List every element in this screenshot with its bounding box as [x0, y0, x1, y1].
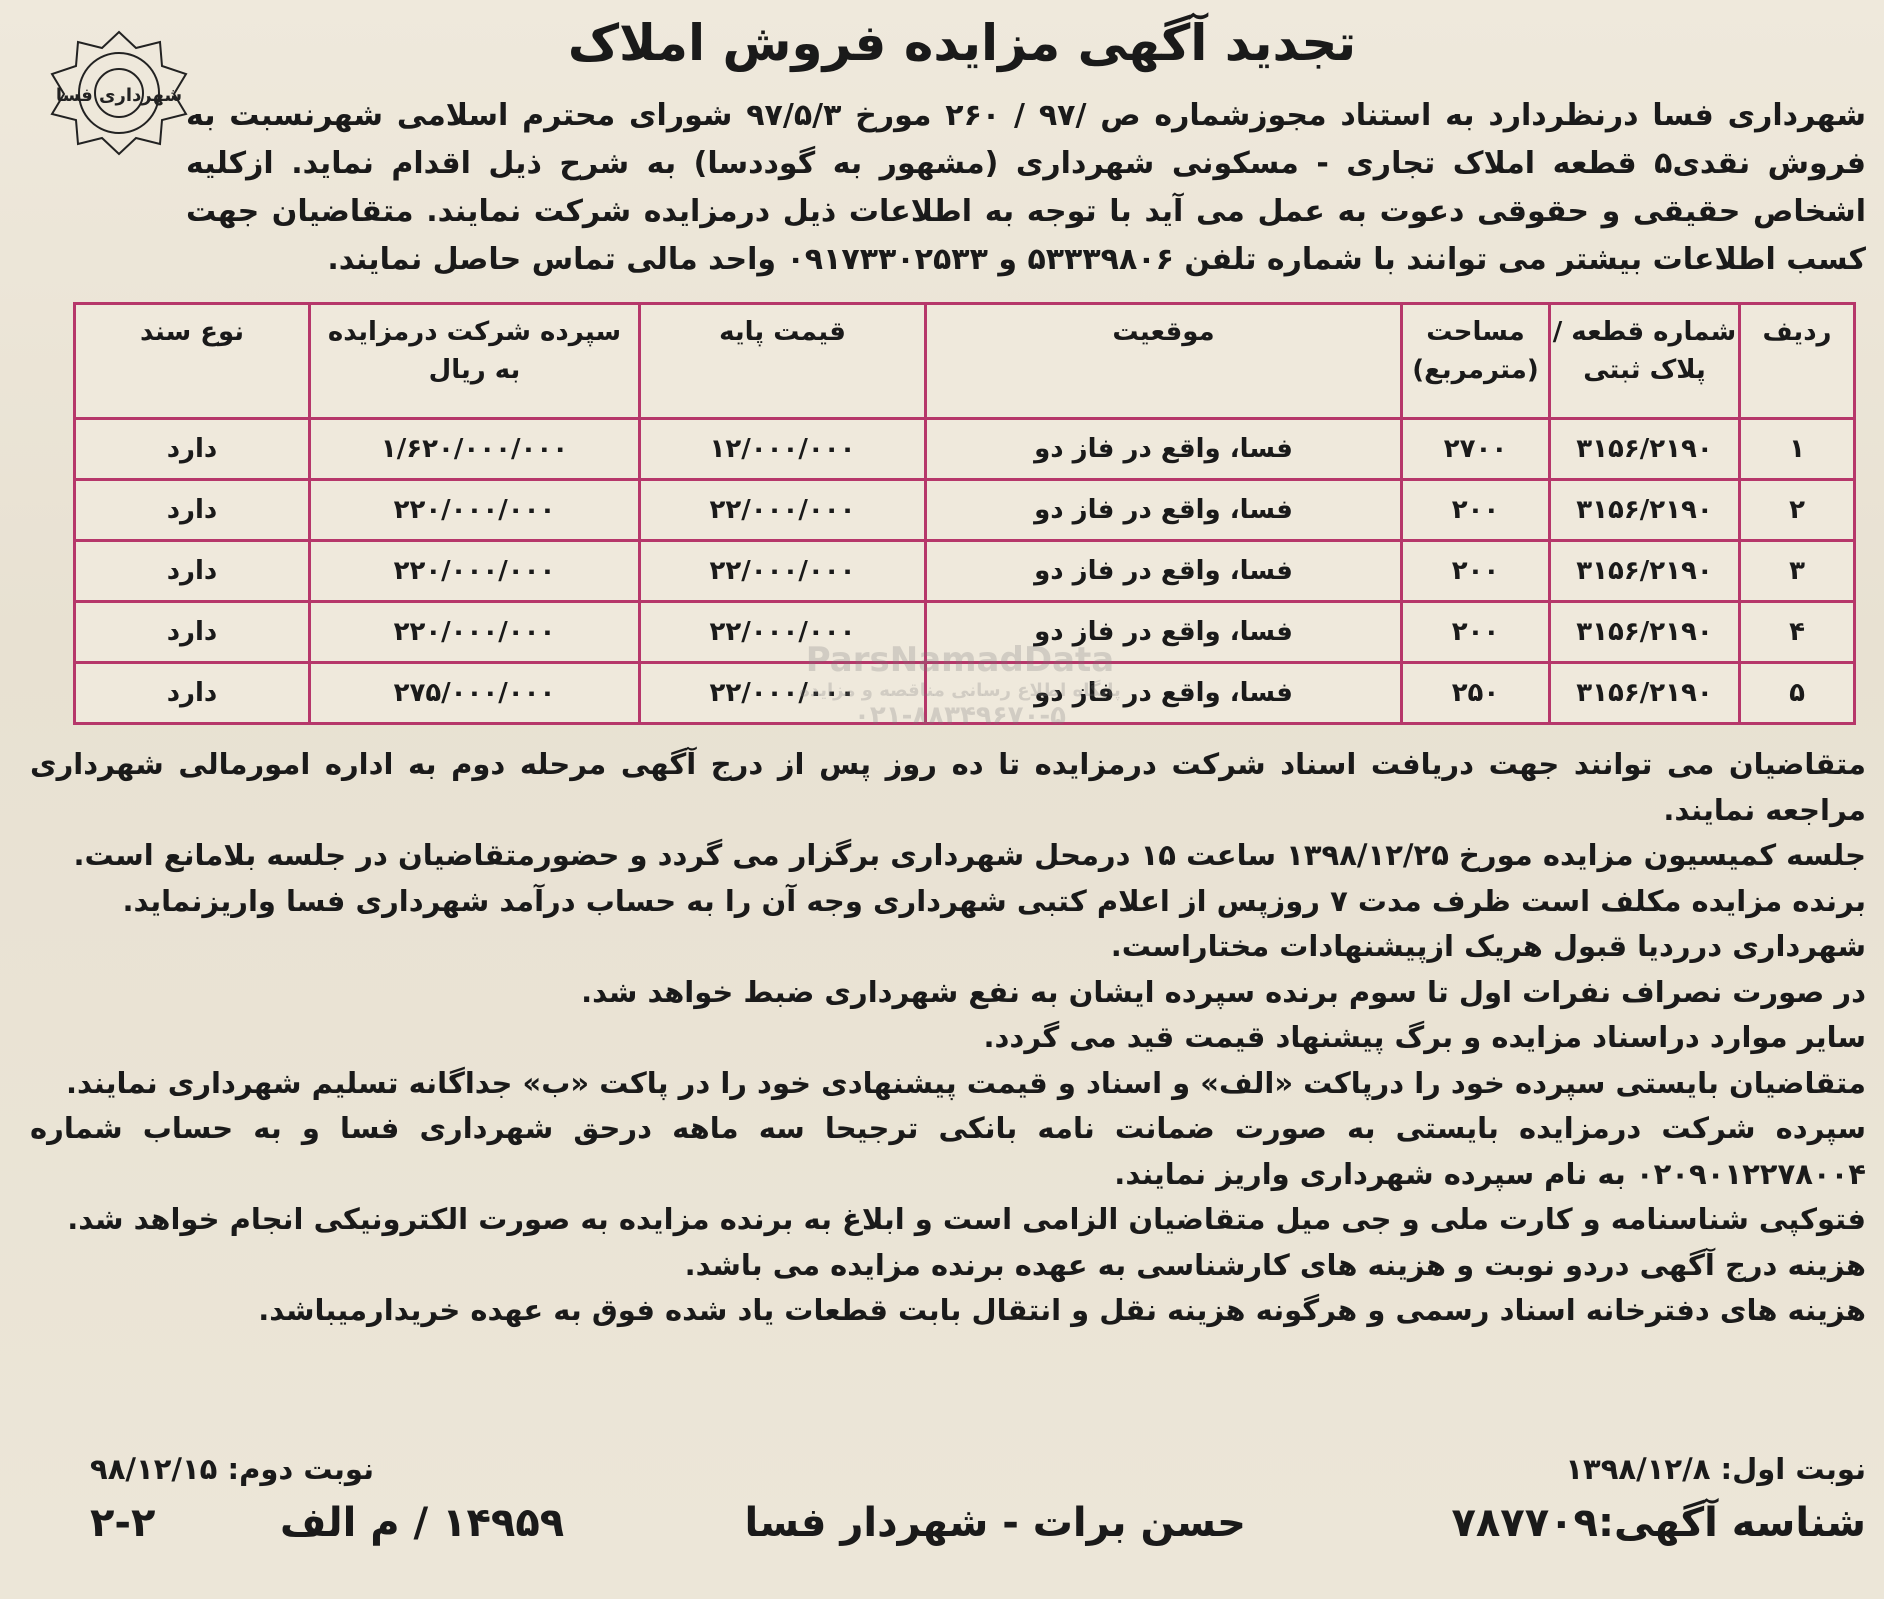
cell-location: فسا، واقع در فاز دو	[926, 419, 1402, 480]
cell-base-price: ۲۲/۰۰۰/۰۰۰	[640, 541, 926, 602]
cell-plot-number: ۳۱۵۶/۲۱۹۰	[1550, 480, 1740, 541]
header-location: موقعیت	[926, 304, 1402, 419]
cell-plot-number: ۳۱۵۶/۲۱۹۰	[1550, 419, 1740, 480]
first-round-date: نوبت اول: ۱۳۹۸/۱۲/۸	[1565, 1452, 1866, 1486]
notice-id: شناسه آگهی:۷۸۷۷۰۹	[1451, 1500, 1866, 1546]
cell-area: ۲۰۰	[1402, 602, 1550, 663]
condition-paragraph: هزینه درج آگهی دردو نوبت و هزینه های کارشناسی به عهده برنده مزایده می باشد.	[684, 1247, 1866, 1282]
cell-document-type: دارد	[75, 663, 310, 724]
watermark-brand: ParsNamadData	[805, 640, 1115, 680]
notice-intro: شهرداری فسا درنظردارد به استناد مجوزشماره ص /۹۷ / ۲۶۰ مورخ ۹۷/۵/۳ شورای محترم اسلامی شهرنسبت به فروش نقدی۵ قطعه املاک تجاری - مسکونی شهرداری (مشهور به گوددسا) به شرح ذیل اقدام نماید. ازکلیه اشخاص حقیقی و حقوقی دعوت به عمل می آید با توجه به اطلاعات ذیل درمزایده شرکت نمایند. متقاضیان جهت کسب اطلاعات بیشتر می توانند با شماره تلفن ۵۳۳۳۹۸۰۶ و ۰۹۱۷۳۳۰۲۵۳۳ واحد مالی تماس حاصل نمایند.	[186, 98, 1866, 277]
table-row	[75, 541, 1855, 602]
cell-document-type: دارد	[75, 480, 310, 541]
watermark-phone: ۰۲۱-۸۸۳۴۹۶۷۰-۵	[853, 701, 1066, 731]
cell-row-number: ۳	[1740, 541, 1855, 602]
condition-paragraph: سپرده شرکت درمزایده بایستی به صورت ضمانت نامه بانکی ترجیحا سه ماهه درحق شهرداری فسا و به حساب شماره ۰۲۰۹۰۱۲۲۷۸۰۰۴ به نام سپرده شهرداری واریز نمایند.	[30, 1111, 1866, 1191]
cell-area: ۲۵۰	[1402, 663, 1550, 724]
cell-row-number: ۴	[1740, 602, 1855, 663]
notice-conditions	[30, 742, 1866, 1334]
cell-area: ۲۷۰۰	[1402, 419, 1550, 480]
cell-location: فسا، واقع در فاز دو	[926, 480, 1402, 541]
publication-code: ۱۴۹۵۹ / م الف	[280, 1500, 565, 1546]
condition-paragraph: متقاضیان می توانند جهت دریافت اسناد شرکت درمزایده تا ده روز پس از درج آگهی مرحله دوم به اداره امورمالی شهرداری مراجعه نمایند.	[30, 747, 1866, 827]
cell-document-type: دارد	[75, 602, 310, 663]
second-round-date: نوبت دوم: ۹۸/۱۲/۱۵	[90, 1452, 375, 1486]
watermark-caption: پایگاه اطلاع رسانی مناقصه و مزایده	[799, 680, 1121, 701]
footer-dates	[90, 1452, 1866, 1494]
table-header-row	[75, 304, 1855, 419]
cell-base-price: ۲۲/۰۰۰/۰۰۰	[640, 602, 926, 663]
cell-deposit: ۲۷۵/۰۰۰/۰۰۰	[310, 663, 640, 724]
signatory: حسن برات - شهردار فسا	[744, 1500, 1246, 1546]
cell-location: فسا، واقع در فاز دو	[926, 541, 1402, 602]
cell-row-number: ۲	[1740, 480, 1855, 541]
watermark	[750, 640, 1170, 731]
condition-paragraph: سایر موارد دراسناد مزایده و برگ پیشنهاد قیمت قید می گردد.	[983, 1020, 1866, 1054]
cell-area: ۲۰۰	[1402, 480, 1550, 541]
header-row-number: ردیف	[1740, 304, 1855, 419]
cell-deposit: ۱/۶۲۰/۰۰۰/۰۰۰	[310, 419, 640, 480]
header-base-price: قیمت پایه	[640, 304, 926, 419]
condition-paragraph: جلسه کمیسیون مزایده مورخ ۱۳۹۸/۱۲/۲۵ ساعت ۱۵ درمحل شهرداری برگزار می گردد و حضورمتقاضیان در جلسه بلامانع است.	[73, 838, 1866, 872]
notice-title: تجدید آگهی مزایده فروش املاک	[567, 14, 1357, 72]
cell-location: فسا، واقع در فاز دو	[926, 602, 1402, 663]
cell-base-price: ۱۲/۰۰۰/۰۰۰	[640, 419, 926, 480]
table-row	[75, 480, 1855, 541]
cell-deposit: ۲۲۰/۰۰۰/۰۰۰	[310, 541, 640, 602]
municipality-logo	[44, 28, 194, 158]
cell-plot-number: ۳۱۵۶/۲۱۹۰	[1550, 602, 1740, 663]
condition-paragraph: فتوکپی شناسنامه و کارت ملی و جی میل متقاضیان الزامی است و ابلاغ به برنده مزایده به صورت الکترونیکی انجام خواهد شد.	[67, 1202, 1866, 1236]
footer-signature	[90, 1500, 1866, 1560]
cell-deposit: ۲۲۰/۰۰۰/۰۰۰	[310, 480, 640, 541]
header-plot-number: شماره قطعه / پلاک ثبتی	[1550, 304, 1740, 419]
cell-deposit: ۲۲۰/۰۰۰/۰۰۰	[310, 602, 640, 663]
cell-plot-number: ۳۱۵۶/۲۱۹۰	[1550, 663, 1740, 724]
cell-plot-number: ۳۱۵۶/۲۱۹۰	[1550, 541, 1740, 602]
header-area: مساحت (مترمربع)	[1402, 304, 1550, 419]
cell-area: ۲۰۰	[1402, 541, 1550, 602]
page-number: ۲-۲	[90, 1500, 156, 1546]
table-row	[75, 419, 1855, 480]
condition-paragraph: هزینه های دفترخانه اسناد رسمی و هرگونه هزینه نقل و انتقال بابت قطعات یاد شده فوق به عهده خریدارمیباشد.	[258, 1293, 1866, 1327]
condition-paragraph: متقاضیان بایستی سپرده خود را درپاکت «الف» و اسناد و قیمت پیشنهادی خود را در پاکت «ب» جداگانه تسلیم شهرداری نمایند.	[65, 1065, 1866, 1100]
cell-row-number: ۵	[1740, 663, 1855, 724]
cell-base-price: ۲۲/۰۰۰/۰۰۰	[640, 663, 926, 724]
cell-location: فسا، واقع در فاز دو	[926, 663, 1402, 724]
cell-document-type: دارد	[75, 419, 310, 480]
condition-paragraph: برنده مزایده مکلف است ظرف مدت ۷ روزپس از اعلام کتبی شهرداری وجه آن را به حساب درآمد شهرداری فسا واریزنماید.	[122, 883, 1866, 918]
header-deposit: سپرده شرکت درمزایده به ریال	[310, 304, 640, 419]
condition-paragraph: در صورت نصراف نفرات اول تا سوم برنده سپرده ایشان به نفع شهرداری ضبط خواهد شد.	[581, 974, 1866, 1009]
cell-row-number: ۱	[1740, 419, 1855, 480]
logo-text: شهرداری فسا	[55, 85, 183, 106]
condition-paragraph: شهرداری درردیا قبول هریک ازپیشنهادات مختاراست.	[1110, 929, 1866, 963]
cell-document-type: دارد	[75, 541, 310, 602]
header-document-type: نوع سند	[75, 304, 310, 419]
cell-base-price: ۲۲/۰۰۰/۰۰۰	[640, 480, 926, 541]
